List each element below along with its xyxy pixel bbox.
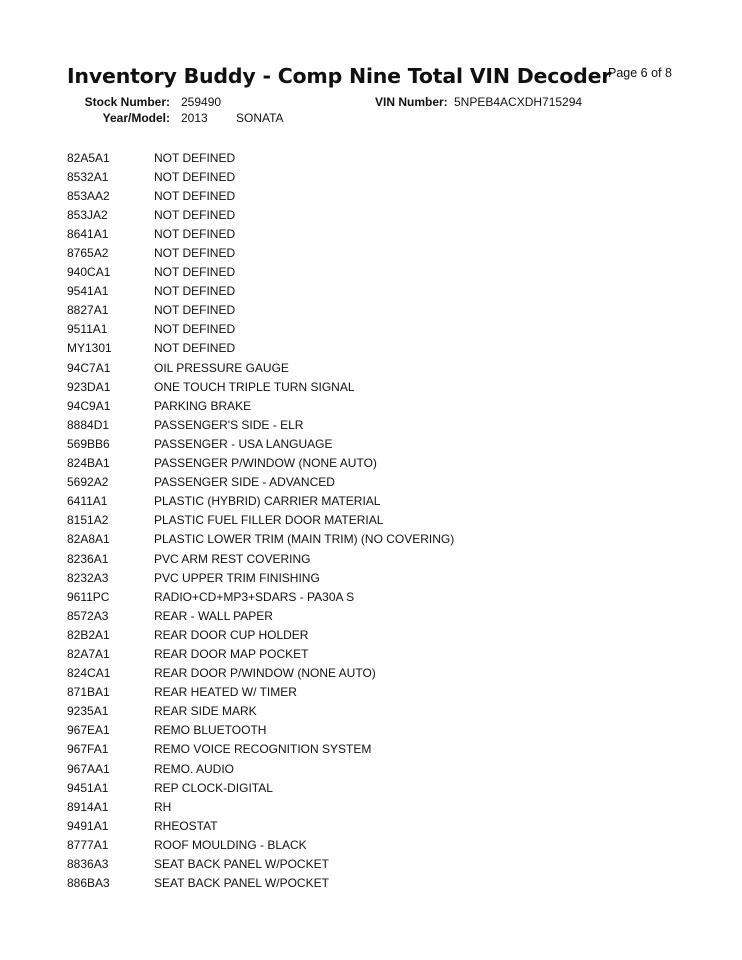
stock-number-label: Stock Number: — [84, 95, 170, 109]
code-row — [67, 606, 667, 625]
option-code: 9491A1 — [67, 818, 109, 833]
code-row — [67, 683, 667, 702]
option-description: REAR DOOR P/WINDOW (NONE AUTO) — [154, 666, 376, 681]
option-code: MY1301 — [67, 341, 112, 356]
code-row — [67, 320, 667, 339]
code-row — [67, 568, 667, 587]
option-code: 9511A1 — [67, 322, 108, 337]
code-row — [67, 205, 667, 224]
option-code: 5692A2 — [67, 475, 109, 490]
code-row — [67, 301, 667, 320]
code-row — [67, 511, 667, 530]
option-code: 8765A2 — [67, 246, 109, 261]
code-row — [67, 797, 667, 816]
year-model-label: Year/Model: — [102, 111, 170, 125]
option-code: 940CA1 — [67, 265, 111, 280]
code-row — [67, 492, 667, 511]
vin-number-value: 5NPEB4ACXDH715294 — [454, 95, 583, 109]
stock-number-value: 259490 — [181, 95, 222, 109]
code-row — [67, 167, 667, 186]
option-description: RH — [154, 799, 172, 814]
option-description: PASSENGER SIDE - ADVANCED — [154, 475, 335, 490]
page-number: Page 6 of 8 — [608, 66, 672, 80]
option-description: NOT DEFINED — [154, 226, 236, 241]
option-code: 967AA1 — [67, 761, 110, 776]
code-row — [67, 740, 667, 759]
option-description: NOT DEFINED — [154, 150, 236, 165]
code-row — [67, 148, 667, 167]
option-code: 82A5A1 — [67, 150, 110, 165]
option-description: NOT DEFINED — [154, 188, 236, 203]
option-description: NOT DEFINED — [154, 169, 236, 184]
option-code: 94C9A1 — [67, 398, 111, 413]
code-row — [67, 454, 667, 473]
option-description: REAR DOOR CUP HOLDER — [154, 627, 309, 642]
option-code: 9611PC — [67, 589, 110, 604]
option-code: 82B2A1 — [67, 627, 110, 642]
option-description: REAR HEATED W/ TIMER — [154, 685, 297, 700]
code-row — [67, 282, 667, 301]
option-description: NOT DEFINED — [154, 341, 236, 356]
code-row — [67, 702, 667, 721]
option-description: REAR DOOR MAP POCKET — [154, 646, 309, 661]
option-description: NOT DEFINED — [154, 246, 236, 261]
code-row — [67, 473, 667, 492]
code-row — [67, 434, 667, 453]
code-row — [67, 625, 667, 644]
option-description: REAR - WALL PAPER — [154, 608, 273, 623]
option-description: REMO BLUETOOTH — [154, 723, 267, 738]
option-code: 8884D1 — [67, 417, 110, 432]
code-row — [67, 587, 667, 606]
option-code: 82A7A1 — [67, 646, 110, 661]
model-value: SONATA — [236, 111, 284, 125]
code-row — [67, 664, 667, 683]
option-code: 853AA2 — [67, 188, 110, 203]
year-value: 2013 — [181, 111, 208, 125]
option-description: PVC UPPER TRIM FINISHING — [154, 570, 320, 585]
code-row — [67, 263, 667, 282]
option-description: NOT DEFINED — [154, 265, 236, 280]
option-code: 9541A1 — [67, 284, 109, 299]
option-description: NOT DEFINED — [154, 207, 236, 222]
option-code: 82A8A1 — [67, 532, 110, 547]
option-description: NOT DEFINED — [154, 284, 236, 299]
option-code: 8572A3 — [67, 608, 109, 623]
option-code: 886BA3 — [67, 876, 110, 891]
option-description: ONE TOUCH TRIPLE TURN SIGNAL — [154, 379, 355, 394]
option-code: 8236A1 — [67, 551, 109, 566]
code-row — [67, 721, 667, 740]
option-code: 8232A3 — [67, 570, 109, 585]
option-description: OIL PRESSURE GAUGE — [154, 360, 289, 375]
option-description: PVC ARM REST COVERING — [154, 551, 311, 566]
option-code: 967EA1 — [67, 723, 110, 738]
option-code: 9451A1 — [67, 780, 109, 795]
option-description: REAR SIDE MARK — [154, 704, 257, 719]
option-code: 853JA2 — [67, 207, 108, 222]
code-row — [67, 396, 667, 415]
option-description: RHEOSTAT — [154, 818, 218, 833]
option-description: REMO. AUDIO — [154, 761, 235, 776]
option-description: REMO VOICE RECOGNITION SYSTEM — [154, 742, 372, 757]
option-code-list — [67, 148, 667, 893]
code-row — [67, 759, 667, 778]
option-description: RADIO+CD+MP3+SDARS - PA30A S — [154, 589, 355, 604]
option-code: 824BA1 — [67, 456, 110, 471]
option-code: 871BA1 — [67, 685, 110, 700]
option-description: NOT DEFINED — [154, 303, 236, 318]
code-row — [67, 644, 667, 663]
option-description: PARKING BRAKE — [154, 398, 252, 413]
option-code: 8836A3 — [67, 857, 109, 872]
code-row — [67, 415, 667, 434]
vin-number-label: VIN Number: — [375, 95, 448, 109]
option-description: PASSENGER - USA LANGUAGE — [154, 436, 333, 451]
option-description: SEAT BACK PANEL W/POCKET — [154, 876, 329, 891]
option-description: PASSENGER P/WINDOW (NONE AUTO) — [154, 456, 377, 471]
option-code: 8151A2 — [67, 513, 109, 528]
option-description: ROOF MOULDING - BLACK — [154, 837, 307, 852]
option-code: 923DA1 — [67, 379, 111, 394]
code-row — [67, 358, 667, 377]
page-title: Inventory Buddy - Comp Nine Total VIN Decoder — [67, 64, 612, 88]
option-description: PLASTIC LOWER TRIM (MAIN TRIM) (NO COVERING) — [154, 532, 455, 547]
option-description: PLASTIC FUEL FILLER DOOR MATERIAL — [154, 513, 384, 528]
code-row — [67, 874, 667, 893]
code-row — [67, 530, 667, 549]
code-row — [67, 854, 667, 873]
code-row — [67, 816, 667, 835]
option-code: 8777A1 — [67, 837, 109, 852]
option-code: 967FA1 — [67, 742, 109, 757]
code-row — [67, 377, 667, 396]
option-code: 8827A1 — [67, 303, 109, 318]
code-row — [67, 778, 667, 797]
option-code: 8532A1 — [67, 169, 109, 184]
option-description: NOT DEFINED — [154, 322, 236, 337]
code-row — [67, 549, 667, 568]
option-description: PLASTIC (HYBRID) CARRIER MATERIAL — [154, 494, 381, 509]
option-code: 9235A1 — [67, 704, 109, 719]
code-row — [67, 339, 667, 358]
option-code: 8641A1 — [67, 226, 109, 241]
option-description: SEAT BACK PANEL W/POCKET — [154, 857, 329, 872]
option-code: 6411A1 — [67, 494, 108, 509]
code-row — [67, 243, 667, 262]
code-row — [67, 224, 667, 243]
option-code: 569BB6 — [67, 436, 110, 451]
option-code: 8914A1 — [67, 799, 109, 814]
option-description: PASSENGER'S SIDE - ELR — [154, 417, 304, 432]
option-code: 94C7A1 — [67, 360, 111, 375]
option-description: REP CLOCK-DIGITAL — [154, 780, 273, 795]
option-code: 824CA1 — [67, 666, 111, 681]
code-row — [67, 835, 667, 854]
code-row — [67, 186, 667, 205]
